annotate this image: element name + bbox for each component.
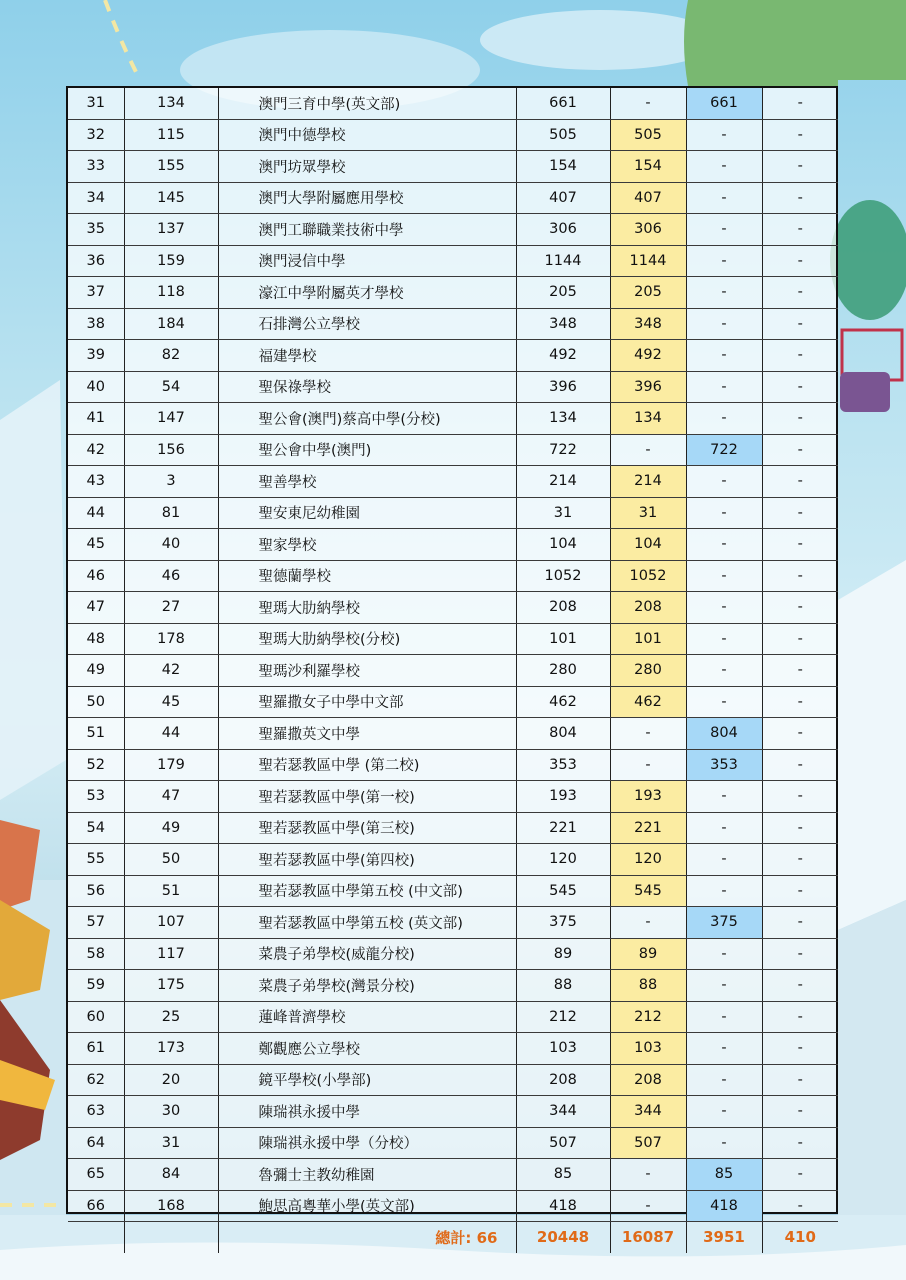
row-number-cell: 66: [68, 1190, 124, 1222]
row-number-cell: 59: [68, 970, 124, 1002]
total-count-cell: 208: [516, 1064, 610, 1096]
count-a-cell: 205: [610, 277, 686, 309]
count-b-cell: 804: [686, 718, 762, 750]
empty-cell: [124, 1222, 218, 1253]
table-row: [68, 560, 838, 592]
count-c-cell: -: [762, 497, 838, 529]
row-number-cell: 40: [68, 371, 124, 403]
count-b-cell: -: [686, 938, 762, 970]
total-count-cell: 418: [516, 1190, 610, 1222]
count-a-cell: 101: [610, 623, 686, 655]
count-c-cell: -: [762, 592, 838, 624]
count-a-cell: 221: [610, 812, 686, 844]
school-name-cell: 鄭觀應公立學校: [218, 1033, 516, 1065]
school-code-cell: 156: [124, 434, 218, 466]
table-row: [68, 1033, 838, 1065]
school-name-cell: 蓮峰普濟學校: [218, 1001, 516, 1033]
row-number-cell: 46: [68, 560, 124, 592]
count-b-cell: -: [686, 560, 762, 592]
table-row: [68, 718, 838, 750]
table-row: [68, 844, 838, 876]
school-name-cell: 聖若瑟教區中學(第一校): [218, 781, 516, 813]
count-c-cell: -: [762, 340, 838, 372]
count-b-cell: -: [686, 497, 762, 529]
school-name-cell: 聖若瑟教區中學第五校 (中文部): [218, 875, 516, 907]
table-row: [68, 214, 838, 246]
count-c-cell: -: [762, 214, 838, 246]
totals-row: [68, 1222, 838, 1253]
count-b-cell: -: [686, 1127, 762, 1159]
school-name-cell: 鏡平學校(小學部): [218, 1064, 516, 1096]
school-code-cell: 175: [124, 970, 218, 1002]
table-row: [68, 1001, 838, 1033]
school-code-cell: 42: [124, 655, 218, 687]
row-number-cell: 36: [68, 245, 124, 277]
count-c-cell: -: [762, 970, 838, 1002]
total-b-cell: 3951: [686, 1222, 762, 1253]
row-number-cell: 35: [68, 214, 124, 246]
count-a-cell: -: [610, 1159, 686, 1191]
table-row: [68, 434, 838, 466]
table-row: [68, 812, 838, 844]
table-row: [68, 340, 838, 372]
row-number-cell: 60: [68, 1001, 124, 1033]
count-a-cell: -: [610, 1190, 686, 1222]
count-a-cell: 104: [610, 529, 686, 561]
school-code-cell: 155: [124, 151, 218, 183]
school-code-cell: 84: [124, 1159, 218, 1191]
count-b-cell: -: [686, 1001, 762, 1033]
count-c-cell: -: [762, 1033, 838, 1065]
total-count-cell: 375: [516, 907, 610, 939]
total-count-cell: 1144: [516, 245, 610, 277]
count-b-cell: -: [686, 119, 762, 151]
school-code-cell: 178: [124, 623, 218, 655]
count-c-cell: -: [762, 434, 838, 466]
count-c-cell: -: [762, 686, 838, 718]
row-number-cell: 51: [68, 718, 124, 750]
total-count-cell: 1052: [516, 560, 610, 592]
count-c-cell: -: [762, 812, 838, 844]
row-number-cell: 62: [68, 1064, 124, 1096]
total-count-cell: 88: [516, 970, 610, 1002]
total-c-cell: 410: [784, 1228, 816, 1247]
count-c-cell: -: [762, 1190, 838, 1222]
school-name-cell: 聖若瑟教區中學(第四校): [218, 844, 516, 876]
total-count-cell: 407: [516, 182, 610, 214]
count-b-cell: 418: [686, 1190, 762, 1222]
total-count-cell: 492: [516, 340, 610, 372]
table-row: [68, 875, 838, 907]
total-count-cell: 208: [516, 592, 610, 624]
table-row: [68, 781, 838, 813]
row-number-cell: 49: [68, 655, 124, 687]
school-name-cell: 聖公會中學(澳門): [218, 434, 516, 466]
count-b-cell: -: [686, 970, 762, 1002]
count-b-cell: -: [686, 1064, 762, 1096]
school-code-cell: 168: [124, 1190, 218, 1222]
school-name-cell: 澳門坊眾學校: [218, 151, 516, 183]
school-name-cell: 聖善學校: [218, 466, 516, 498]
table-row: [68, 1096, 838, 1128]
count-a-cell: 120: [610, 844, 686, 876]
school-code-cell: 45: [124, 686, 218, 718]
row-number-cell: 44: [68, 497, 124, 529]
count-b-cell: -: [686, 623, 762, 655]
count-b-cell: -: [686, 592, 762, 624]
count-c-cell: -: [762, 403, 838, 435]
empty-cell: [68, 1222, 124, 1253]
total-count-cell: 85: [516, 1159, 610, 1191]
count-c-cell: -: [762, 1096, 838, 1128]
count-b-cell: -: [686, 245, 762, 277]
school-name-cell: 聖德蘭學校: [218, 560, 516, 592]
table-row: [68, 907, 838, 939]
school-name-cell: 聖保祿學校: [218, 371, 516, 403]
school-code-cell: 179: [124, 749, 218, 781]
total-count-cell: 344: [516, 1096, 610, 1128]
school-code-cell: 49: [124, 812, 218, 844]
count-a-cell: 280: [610, 655, 686, 687]
count-b-cell: -: [686, 1033, 762, 1065]
grand-total-cell: 20448: [516, 1222, 610, 1253]
count-a-cell: 214: [610, 466, 686, 498]
row-number-cell: 47: [68, 592, 124, 624]
school-name-cell: 聖若瑟教區中學第五校 (英文部): [218, 907, 516, 939]
count-a-cell: 103: [610, 1033, 686, 1065]
school-name-cell: 澳門三育中學(英文部): [218, 88, 516, 119]
school-code-cell: 159: [124, 245, 218, 277]
school-code-cell: 137: [124, 214, 218, 246]
count-b-cell: 375: [686, 907, 762, 939]
school-code-cell: 117: [124, 938, 218, 970]
table-row: [68, 529, 838, 561]
count-b-cell: -: [686, 655, 762, 687]
school-name-cell: 聖羅撒英文中學: [218, 718, 516, 750]
school-table: [66, 86, 838, 1247]
count-c-cell: -: [762, 308, 838, 340]
school-name-cell: 聖羅撒女子中學中文部: [218, 686, 516, 718]
total-count-cell: 722: [516, 434, 610, 466]
count-c-cell: -: [762, 749, 838, 781]
school-name-cell: 福建學校: [218, 340, 516, 372]
row-number-cell: 38: [68, 308, 124, 340]
table-row: [68, 970, 838, 1002]
count-a-cell: 407: [610, 182, 686, 214]
school-code-cell: 118: [124, 277, 218, 309]
school-code-cell: 27: [124, 592, 218, 624]
school-name-cell: 澳門大學附屬應用學校: [218, 182, 516, 214]
school-name-cell: 菜農子弟學校(灣景分校): [218, 970, 516, 1002]
count-a-cell: 89: [610, 938, 686, 970]
school-code-cell: 107: [124, 907, 218, 939]
total-count-cell: 306: [516, 214, 610, 246]
count-c-cell: -: [762, 875, 838, 907]
school-code-cell: 25: [124, 1001, 218, 1033]
count-a-cell: -: [610, 434, 686, 466]
school-code-cell: 3: [124, 466, 218, 498]
count-c-cell: -: [762, 119, 838, 151]
total-count-cell: 804: [516, 718, 610, 750]
count-c-cell: -: [762, 718, 838, 750]
count-b-cell: -: [686, 875, 762, 907]
row-number-cell: 42: [68, 434, 124, 466]
table-row: [68, 686, 838, 718]
count-b-cell: 353: [686, 749, 762, 781]
total-count-cell: 661: [516, 88, 610, 119]
count-a-cell: 306: [610, 214, 686, 246]
count-c-cell: -: [762, 623, 838, 655]
count-a-cell: 1052: [610, 560, 686, 592]
table-row: [68, 119, 838, 151]
total-count-cell: 31: [516, 497, 610, 529]
count-c-cell: -: [762, 907, 838, 939]
school-name-cell: 濠江中學附屬英才學校: [218, 277, 516, 309]
school-code-cell: 47: [124, 781, 218, 813]
row-number-cell: 48: [68, 623, 124, 655]
count-b-cell: -: [686, 686, 762, 718]
school-name-cell: 聖家學校: [218, 529, 516, 561]
count-a-cell: 505: [610, 119, 686, 151]
table-row: [68, 1159, 838, 1191]
total-count-cell: 103: [516, 1033, 610, 1065]
school-code-cell: 81: [124, 497, 218, 529]
school-code-cell: 173: [124, 1033, 218, 1065]
count-c-cell: -: [762, 938, 838, 970]
total-count-cell: 280: [516, 655, 610, 687]
school-name-cell: 聖瑪大肋納學校: [218, 592, 516, 624]
count-b-cell: -: [686, 151, 762, 183]
total-count-cell: 134: [516, 403, 610, 435]
school-code-cell: 50: [124, 844, 218, 876]
table-row: [68, 1127, 838, 1159]
row-number-cell: 41: [68, 403, 124, 435]
count-a-cell: 492: [610, 340, 686, 372]
count-c-cell: -: [762, 277, 838, 309]
count-b-cell: 722: [686, 434, 762, 466]
count-a-cell: 507: [610, 1127, 686, 1159]
count-b-cell: 661: [686, 88, 762, 119]
row-number-cell: 33: [68, 151, 124, 183]
total-count-cell: 505: [516, 119, 610, 151]
count-a-cell: 344: [610, 1096, 686, 1128]
total-count-cell: 212: [516, 1001, 610, 1033]
count-a-cell: 208: [610, 1064, 686, 1096]
row-number-cell: 57: [68, 907, 124, 939]
table-row: [68, 938, 838, 970]
school-name-cell: 聖瑪大肋納學校(分校): [218, 623, 516, 655]
count-c-cell: -: [762, 245, 838, 277]
count-c-cell: -: [762, 88, 838, 119]
count-a-cell: 193: [610, 781, 686, 813]
school-name-cell: 陳瑞祺永援中學（分校）: [218, 1127, 516, 1159]
count-b-cell: -: [686, 466, 762, 498]
school-name-cell: 鮑思高粵華小學(英文部): [218, 1190, 516, 1222]
table-row: [68, 151, 838, 183]
count-b-cell: -: [686, 308, 762, 340]
school-name-cell: 菜農子弟學校(威龍分校): [218, 938, 516, 970]
count-c-cell: -: [762, 1159, 838, 1191]
row-number-cell: 64: [68, 1127, 124, 1159]
total-count-cell: 205: [516, 277, 610, 309]
row-number-cell: 39: [68, 340, 124, 372]
table-row: [68, 623, 838, 655]
count-c-cell: -: [762, 1127, 838, 1159]
count-a-cell: 31: [610, 497, 686, 529]
table-row: [68, 245, 838, 277]
school-code-cell: 147: [124, 403, 218, 435]
school-code-cell: 115: [124, 119, 218, 151]
table-row: [68, 497, 838, 529]
total-a-cell: 16087: [610, 1222, 686, 1253]
count-b-cell: -: [686, 277, 762, 309]
count-c-cell: -: [762, 844, 838, 876]
row-number-cell: 55: [68, 844, 124, 876]
total-count-cell: 221: [516, 812, 610, 844]
count-b-cell: -: [686, 340, 762, 372]
count-c-cell: -: [762, 1064, 838, 1096]
school-name-cell: 聖若瑟教區中學(第三校): [218, 812, 516, 844]
totals-label: 總計: 66: [218, 1222, 516, 1253]
count-b-cell: -: [686, 371, 762, 403]
school-code-cell: 40: [124, 529, 218, 561]
table-row: [68, 403, 838, 435]
count-a-cell: -: [610, 88, 686, 119]
table-row: [68, 277, 838, 309]
total-count-cell: 396: [516, 371, 610, 403]
row-number-cell: 58: [68, 938, 124, 970]
school-name-cell: 陳瑞祺永援中學: [218, 1096, 516, 1128]
school-name-cell: 聖瑪沙利羅學校: [218, 655, 516, 687]
row-number-cell: 61: [68, 1033, 124, 1065]
count-a-cell: 545: [610, 875, 686, 907]
row-number-cell: 65: [68, 1159, 124, 1191]
table-row: [68, 371, 838, 403]
count-c-cell: -: [762, 371, 838, 403]
total-count-cell: 507: [516, 1127, 610, 1159]
total-count-cell: 89: [516, 938, 610, 970]
count-a-cell: 1144: [610, 245, 686, 277]
count-b-cell: -: [686, 214, 762, 246]
table-row: [68, 1064, 838, 1096]
row-number-cell: 63: [68, 1096, 124, 1128]
row-number-cell: 52: [68, 749, 124, 781]
row-number-cell: 54: [68, 812, 124, 844]
school-code-cell: 145: [124, 182, 218, 214]
count-b-cell: -: [686, 403, 762, 435]
school-name-cell: 聖公會(澳門)蔡高中學(分校): [218, 403, 516, 435]
total-count-cell: 353: [516, 749, 610, 781]
count-c-cell: -: [762, 655, 838, 687]
count-b-cell: -: [686, 844, 762, 876]
school-code-cell: 82: [124, 340, 218, 372]
total-count-cell: 101: [516, 623, 610, 655]
school-code-cell: 184: [124, 308, 218, 340]
table-row: [68, 749, 838, 781]
table-row: [68, 182, 838, 214]
row-number-cell: 31: [68, 88, 124, 119]
count-c-cell: -: [762, 781, 838, 813]
total-count-cell: 214: [516, 466, 610, 498]
total-count-cell: 193: [516, 781, 610, 813]
count-b-cell: -: [686, 182, 762, 214]
count-b-cell: 85: [686, 1159, 762, 1191]
table-row: [68, 466, 838, 498]
count-c-cell: -: [762, 529, 838, 561]
row-number-cell: 56: [68, 875, 124, 907]
row-number-cell: 53: [68, 781, 124, 813]
count-c-cell: -: [762, 466, 838, 498]
school-code-cell: 51: [124, 875, 218, 907]
row-number-cell: 45: [68, 529, 124, 561]
school-name-cell: 聖若瑟教區中學 (第二校): [218, 749, 516, 781]
row-number-cell: 43: [68, 466, 124, 498]
table-row: [68, 88, 838, 119]
count-a-cell: 88: [610, 970, 686, 1002]
row-number-cell: 32: [68, 119, 124, 151]
count-c-cell: -: [762, 560, 838, 592]
total-count-cell: 545: [516, 875, 610, 907]
school-code-cell: 30: [124, 1096, 218, 1128]
school-name-cell: 石排灣公立學校: [218, 308, 516, 340]
table-row: [68, 655, 838, 687]
count-a-cell: 212: [610, 1001, 686, 1033]
count-a-cell: 154: [610, 151, 686, 183]
row-number-cell: 34: [68, 182, 124, 214]
school-name-cell: 澳門中德學校: [218, 119, 516, 151]
school-name-cell: 澳門工聯職業技術中學: [218, 214, 516, 246]
count-a-cell: -: [610, 749, 686, 781]
total-count-cell: 120: [516, 844, 610, 876]
school-code-cell: 31: [124, 1127, 218, 1159]
count-a-cell: 208: [610, 592, 686, 624]
count-c-cell: -: [762, 151, 838, 183]
count-b-cell: -: [686, 529, 762, 561]
row-number-cell: 50: [68, 686, 124, 718]
count-c-cell: -: [762, 182, 838, 214]
count-b-cell: -: [686, 781, 762, 813]
school-code-cell: 46: [124, 560, 218, 592]
school-code-cell: 44: [124, 718, 218, 750]
row-number-cell: 37: [68, 277, 124, 309]
school-name-cell: 澳門浸信中學: [218, 245, 516, 277]
count-c-cell: -: [762, 1001, 838, 1033]
total-count-cell: 154: [516, 151, 610, 183]
table-row: [68, 1190, 838, 1222]
total-count-cell: 348: [516, 308, 610, 340]
school-code-cell: 20: [124, 1064, 218, 1096]
school-code-cell: 54: [124, 371, 218, 403]
school-code-cell: 134: [124, 88, 218, 119]
table-row: [68, 592, 838, 624]
total-count-cell: 462: [516, 686, 610, 718]
count-b-cell: -: [686, 1096, 762, 1128]
count-a-cell: -: [610, 718, 686, 750]
count-a-cell: 396: [610, 371, 686, 403]
count-a-cell: -: [610, 907, 686, 939]
count-a-cell: 462: [610, 686, 686, 718]
school-name-cell: 聖安東尼幼稚園: [218, 497, 516, 529]
count-b-cell: -: [686, 812, 762, 844]
table-row: [68, 308, 838, 340]
school-name-cell: 魯彌士主教幼稚園: [218, 1159, 516, 1191]
count-a-cell: 134: [610, 403, 686, 435]
count-a-cell: 348: [610, 308, 686, 340]
total-count-cell: 104: [516, 529, 610, 561]
